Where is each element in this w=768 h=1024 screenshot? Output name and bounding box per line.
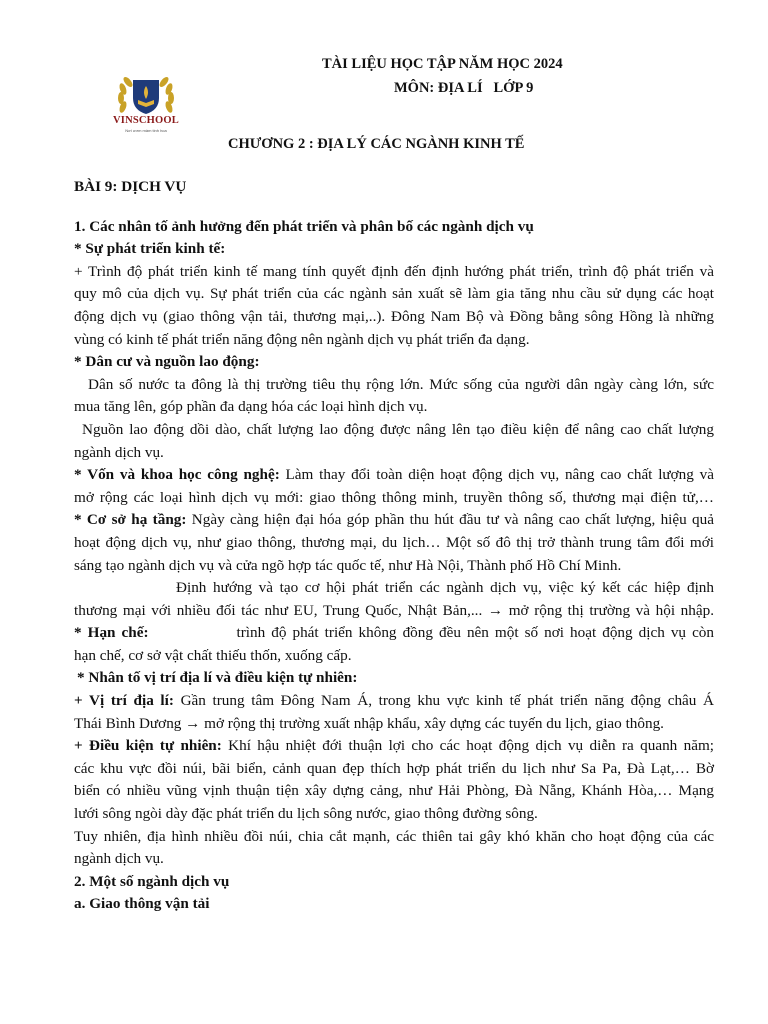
- infrastructure-line: [74, 509, 714, 532]
- population-line: mua tăng lên, góp phần đa dạng hóa các loại hình dịch vụ.: [74, 398, 428, 416]
- limitation-text: trình độ phát triển không đồng đều nên một số nơi hoạt động dịch vụ còn: [236, 624, 714, 642]
- population-heading: * Dân cư và nguồn lao động:: [74, 353, 260, 371]
- population-line: ngành dịch vụ.: [74, 443, 164, 461]
- infrastructure-line: hoạt động dịch vụ, như giao thông, thương mại, du lịch… Một số đô thị trở thành trung tâm đổi mới: [74, 533, 714, 551]
- however-line: ngành dịch vụ.: [74, 850, 164, 868]
- nature-heading: + Điều kiện tự nhiên:: [74, 737, 222, 755]
- capital-heading: * Vốn và khoa học công nghệ:: [74, 466, 280, 484]
- econ-line: quy mô của dịch vụ. Sự phát triển của các ngành sản xuất sẽ làm gia tăng nhu cầu sử dụng các hoạt: [74, 285, 714, 303]
- section-1-title: 1. Các nhân tố ảnh hưởng đến phát triển và phân bố các ngành dịch vụ: [74, 217, 534, 235]
- nature-line: các khu vực đồi núi, bãi biển, cảnh quan đẹp thích hợp phát triển du lịch như Sa Pa, Đà Lạt,… Bờ: [74, 759, 714, 777]
- capital-text: Làm thay đổi toàn diện hoạt động dịch vụ, nâng cao chất lượng và: [279, 466, 714, 484]
- doc-header-line1: TÀI LIỆU HỌC TẬP NĂM HỌC 2024: [322, 56, 563, 72]
- econ-line: vùng có kinh tế phát triển năng động nên ngành dịch vụ phát triển đa dạng.: [74, 330, 530, 348]
- nature-line: lưới sông ngòi dày đặc phát triển du lịch sông nước, giao thông đường sông.: [74, 805, 538, 823]
- location-line: [74, 690, 714, 713]
- econ-line: + Trình độ phát triển kinh tế mang tính quyết định đến định hướng phát triển, trình độ phát triển và: [74, 262, 714, 280]
- location-heading: + Vị trí địa lí:: [74, 692, 174, 710]
- logo-text: VINSCHOOL: [113, 115, 179, 126]
- logo-tagline: Nơi ươm mầm tinh hoa: [125, 128, 167, 133]
- econ-heading: * Sự phát triển kinh tế:: [74, 240, 226, 258]
- doc-header-line2: MÔN: ĐỊA LÍ LỚP 9: [394, 80, 534, 96]
- infrastructure-heading: * Cơ sở hạ tầng:: [74, 511, 187, 529]
- nature-line: biển có nhiều vũng vịnh thuận tiện xây dựng cảng, như Hải Phòng, Đà Nẵng, Khánh Hòa,… Mạng: [74, 782, 714, 800]
- nature-line: [74, 735, 714, 758]
- population-line: Nguồn lao động dồi dào, chất lượng lao động được nâng lên tạo điều kiện để nâng cao chất lượng: [82, 420, 714, 438]
- however-line: Tuy nhiên, địa hình nhiều đồi núi, chia cắt mạnh, các thiên tai gây khó khăn cho hoạt động của các: [74, 827, 714, 845]
- infrastructure-line: sáng tạo ngành dịch vụ và cửa ngõ hợp tác quốc tế, như Hà Nội, Thành phố Hồ Chí Minh.: [74, 556, 622, 574]
- nature-text: Khí hậu nhiệt đới thuận lợi cho các hoạt động dịch vụ diễn ra quanh năm;: [221, 737, 714, 755]
- lesson-title: BÀI 9: DỊCH VỤ: [74, 178, 187, 195]
- chapter-title: CHƯƠNG 2 : ĐỊA LÝ CÁC NGÀNH KINH TẾ: [228, 136, 525, 152]
- capital-line: mở rộng các loại hình dịch vụ mới: giao thông thông minh, truyền thông số, thương mại điện tử,…: [74, 488, 714, 506]
- policy-line: Định hướng và tạo cơ hội phát triển các ngành dịch vụ, việc ký kết các hiệp định: [176, 579, 714, 597]
- section-2-title: 2. Một số ngành dịch vụ: [74, 872, 230, 890]
- section-2a-title: a. Giao thông vận tải: [74, 895, 210, 913]
- location-line: Thái Bình Dương → mở rộng thị trường xuất nhập khẩu, xây dựng các tuyến du lịch, giao thông.: [74, 714, 664, 732]
- limitation-heading: * Hạn chế:: [74, 624, 149, 642]
- capital-line: [74, 464, 714, 487]
- limitation-line: hạn chế, cơ sở vật chất thiếu thốn, xuống cấp.: [74, 646, 352, 664]
- document-body: [74, 176, 714, 916]
- location-text: Gần trung tâm Đông Nam Á, trong khu vực kinh tế phát triển năng động châu Á: [173, 692, 714, 710]
- infrastructure-text: Ngày càng hiện đại hóa góp phần thu hút đầu tư và nâng cao chất lượng, hiệu quả: [186, 511, 714, 529]
- population-line: Dân số nước ta đông là thị trường tiêu thụ rộng lớn. Mức sống của người dân ngày càng lớn, sức: [88, 375, 714, 393]
- policy-line: thương mại với nhiều đối tác như EU, Trung Quốc, Nhật Bản,... → mở rộng thị trường và hội nhập.: [74, 601, 714, 619]
- limitation-line: [74, 622, 714, 645]
- geo-heading: * Nhân tố vị trí địa lí và điều kiện tự nhiên:: [77, 669, 358, 687]
- econ-line: động dịch vụ (giao thông vận tải, thương mại,..). Đông Nam Bộ và Đồng bằng sông Hồng là những: [74, 307, 714, 325]
